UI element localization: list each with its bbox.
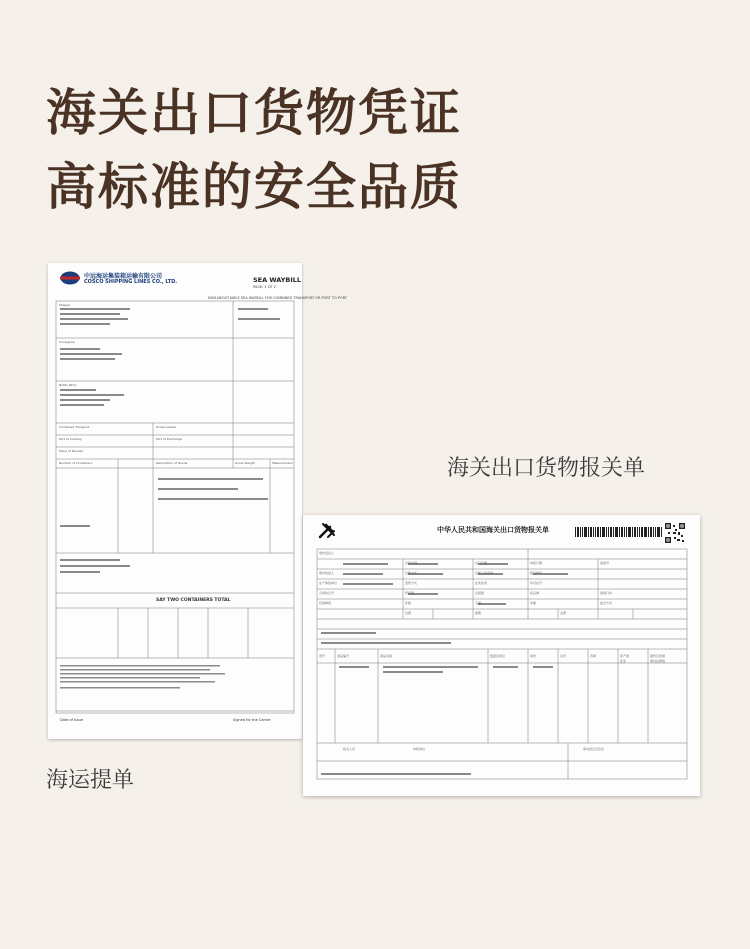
decl-label-final-dest: 最终目的国: [650, 654, 666, 658]
decl-label-unit-price: 单价: [530, 654, 537, 658]
decl-label-insurance: 保费: [475, 611, 482, 615]
waybill-label-containers: Number of Containers: [59, 461, 93, 465]
decl-label-total: 总价: [560, 654, 567, 658]
decl-label-origin: 原产国: [620, 654, 630, 658]
decl-label-goods-name: 商品名称: [380, 654, 393, 658]
waybill-label-consignee: Consignee: [59, 340, 75, 344]
decl-label-contract: 合同协议号: [319, 591, 335, 595]
caption-bill-of-lading: 海运提单: [46, 768, 135, 793]
decl-label-net: 净重: [530, 601, 537, 605]
waybill-label-shipper: Shipper: [59, 303, 71, 307]
waybill-label-measurement: Measurement: [272, 461, 293, 465]
waybill-company-cn: 中远海运集装箱运输有限公司: [84, 273, 163, 280]
decl-label-producer: 生产销售单位: [319, 581, 338, 585]
caption-customs-declaration: 海关出口货物报关单: [447, 456, 646, 481]
waybill-totals-line: SAY TWO CONTAINERS TOTAL: [156, 598, 231, 603]
decl-footer-customs: 海关批注及签章: [583, 747, 605, 751]
waybill-notice: NON-NEGOTIABLE SEA WAYBILL FOR COMBINED TRANSPORT OR PORT TO PORT: [208, 296, 348, 300]
waybill-title: SEA WAYBILL: [253, 276, 302, 284]
waybill-label-receipt: Place of Receipt: [59, 449, 83, 453]
decl-label-dest-country: 运抵国: [475, 591, 485, 595]
waybill-label-notify: Notify Party: [59, 383, 77, 387]
customs-declaration-document: [303, 515, 700, 796]
decl-label-transport: 运输方式: [405, 571, 418, 575]
decl-footer-declarant: 报关人员: [343, 747, 356, 751]
waybill-form-grid: [48, 263, 302, 739]
decl-label-dest-port: 指运港: [530, 591, 540, 595]
decl-label-supervision: 监管方式: [405, 581, 418, 585]
waybill-label-pod: Port of Discharge: [156, 437, 182, 441]
decl-label-record-no: 备案号: [600, 561, 610, 565]
decl-label-terms: 成交方式: [600, 601, 613, 605]
decl-label-bl-no: 提运单号: [530, 571, 543, 575]
decl-label-levy: 征免: [620, 659, 627, 663]
decl-label-package: 包装种类: [319, 601, 332, 605]
decl-label-vehicle: 运输工具名称: [475, 571, 494, 575]
decl-label-misc: 杂费: [560, 611, 567, 615]
declaration-title: 中华人民共和国海关出口货物报关单: [437, 526, 549, 534]
waybill-label-combined: Combined Transport: [59, 425, 90, 429]
waybill-label-pol: Port of Loading: [59, 437, 82, 441]
decl-label-license: 许可证号: [530, 581, 543, 585]
decl-label-shipper: 境内发货人: [319, 551, 335, 555]
waybill-page: PAGE: 1 OF 2: [253, 285, 276, 289]
decl-label-exit-place: 离境口岸: [600, 591, 613, 595]
decl-label-hs-code: 商品编号: [337, 654, 350, 658]
decl-label-currency: 币制: [590, 654, 597, 658]
decl-label-exemption: 征免性质: [475, 581, 488, 585]
headline-line-1: 海关出口货物凭证: [46, 84, 462, 142]
decl-label-quantity: 数量及单位: [490, 654, 506, 658]
decl-label-export-date: 出口日期: [475, 561, 488, 565]
decl-label-freight: 运费: [405, 611, 412, 615]
decl-label-exit-port: 出境关别: [405, 561, 418, 565]
decl-label-consignee: 境外收货人: [319, 571, 335, 575]
decl-label-declare-date: 申报日期: [530, 561, 543, 565]
waybill-footer: Date of Issue: [60, 718, 84, 722]
decl-footer-unit: 申报单位: [413, 747, 426, 751]
waybill-label-vessel: Ocean Vessel: [156, 425, 177, 429]
decl-label-pieces: 件数: [405, 601, 412, 605]
waybill-signature: Signed for the Carrier: [233, 718, 271, 722]
decl-label-source: 境内货源地: [650, 659, 666, 663]
waybill-label-description: Description of Goods: [156, 461, 188, 465]
decl-label-item-no: 项号: [319, 654, 326, 658]
waybill-company-en: COSCO SHIPPING LINES CO., LTD.: [84, 279, 178, 285]
headline-line-2: 高标准的安全品质: [46, 158, 462, 216]
waybill-label-weight: Gross Weight: [235, 461, 255, 465]
decl-label-trade-country: 贸易国: [405, 591, 415, 595]
decl-label-gross: 毛重: [475, 601, 482, 605]
